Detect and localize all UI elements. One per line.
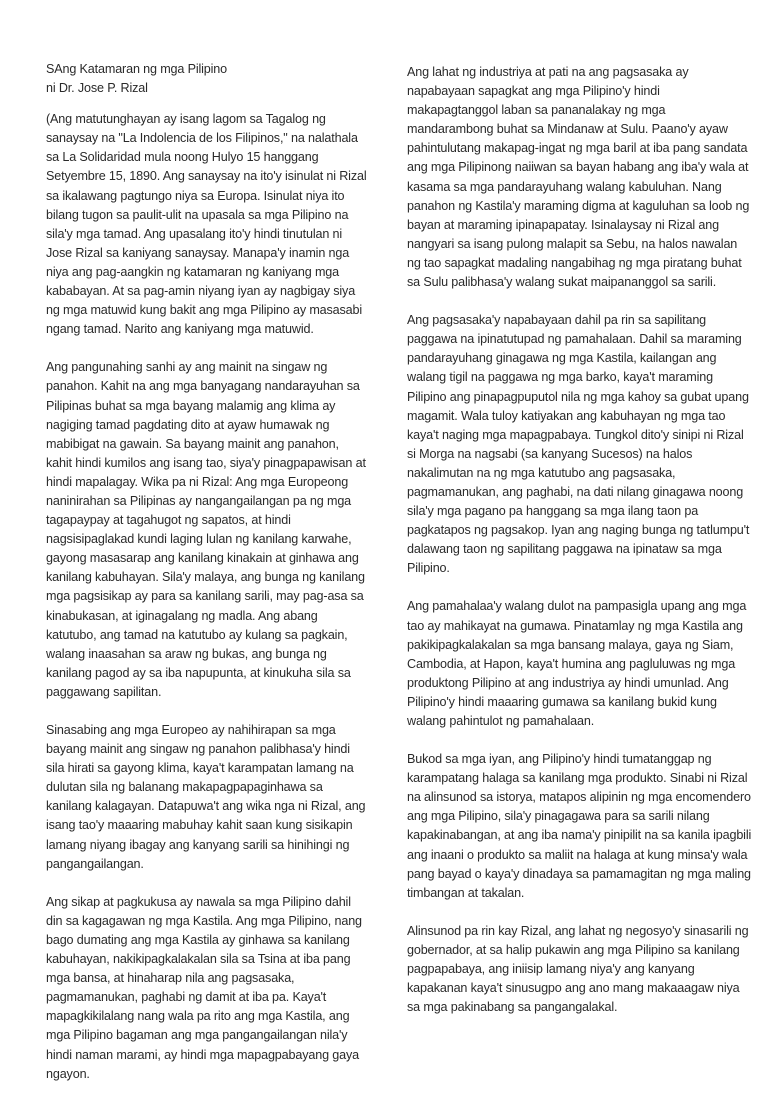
paragraph: Ang lahat ng industriya at pati na ang pagsasaka ay napabayaan sapagkat ang mga Pilipino'y hindi makapagtanggol laban sa pananalakay ng mga mandarambong buhat sa Mindanaw at Sulu. Paano'y ayaw pahintulutang makapag-ingat ng mga baril at iba pang sandata ang mga Pilipinong naiiwan sa bayan habang ang iba'y wala at kasama sa mga pandarayuhang walang kabuluhan. Nang panahon ng Kastila'y maraming digma at kaguluhan sa loob ng bayan at maraming ipinapapatay. Isinalaysay ni Rizal ang nangyari sa isang pulong malapit sa Sebu, na halos nawalan ng tao sapagkat madaling nangabihag ng mga piratang buhat sa Sulu palibhasa'y walang sukat maipananggol sa sarili. — [407, 65, 750, 290]
right-column — [407, 63, 752, 1036]
paragraph: Alinsunod pa rin kay Rizal, ang lahat ng negosyo'y sinasarili ng gobernador, at sa halip pukawin ang mga Pilipino sa kanilang pagpapabaya, ang iniisip lamang niya'y ang kanyang kapakanan kaya't sinusugpo ang ano mang makaaagaw niya sa mga pakinabang sa pangangalakal. — [407, 923, 749, 1015]
paragraph: Bukod sa mga iyan, ang Pilipino'y hindi tumatanggap ng karampatang halaga sa kanilang mga produkto. Sinabi ni Rizal na alinsunod sa istorya, matapos alipinin ng mga encomendero ang mga Pilipino, sila'y pinagagawa para sa sarili nilang kapakinabangan, at ang iba nama'y pinipilit na sa kanila ipagbili ang inaani o produkto sa maliit na halaga at kung minsa'y wala pang bayad o kaya'y dinadaya sa pamamagitan ng mga maling timbangan at takalan. — [407, 752, 752, 900]
paragraph: Ang pangunahing sanhi ay ang mainit na singaw ng panahon. Kahit na ang mga banyagang nandarayuhan sa Pilipinas buhat sa mga bayang malamig ang klima ay nagiging tamad pagdating dito at ayaw humawak ng mabibigat na gawain. Sa bayang mainit ang panahon, kahit hindi kumilos ang isang tao, siya'y pinagpapawisan at hindi mapalagay. Wika pa ni Rizal: Ang mga Europeong naninirahan sa Pilipinas ay nangangailangan pa ng mga tagapaypay at tagahugot ng sapatos, at hindi nagsisipaglakad kundi laging lulan ng kanilang karwahe, gayong masasarap ang kanilang kinakain at ginhawa ang kanilang kabuhayan. Sila'y malaya, ang bunga ng kanilang mga pagsisikap ay para sa kanilang sarili, may pag-asa sa kinabukasan, at iginagalang ng madla. Ang abang katutubo, ang tamad na katutubo ay kulang sa pagkain, walang inaasahan sa araw ng bukas, ang bunga ng kanilang pagod ay sa iba napupunta, at kinukuha sila sa paggawang sapilitan. — [46, 360, 366, 699]
paragraph: Sinasabing ang mga Europeo ay nahihirapan sa mga bayang mainit ang singaw ng panahon palibhasa'y hindi sila hirati sa gayong klima, kaya't karampatan lamang na dulutan sila ng balanang makapagpapaginhawa sa kanilang kalagayan. Datapuwa't ang wika nga ni Rizal, ang isang tao'y maaaring mabuhay kahit saan kung sisikapin lamang niyang ibagay ang kanyang sarili sa hinihingi ng pangangailangan. — [46, 723, 366, 871]
paragraph: (Ang matutunghayan ay isang lagom sa Tagalog ng sanaysay na "La Indolencia de los Filipinos," na nalathala sa La Solidaridad mula noong Hulyo 15 hanggang Setyembre 15, 1890. Ang sanaysay na ito'y isinulat ni Rizal sa ikalawang pagtungo niya sa Europa. Isinulat niya ito bilang tugon sa paulit-ulit na upasala sa mga Pilipino na sila'y mga tamad. Ang upasalang ito'y hindi tinutulan ni Jose Rizal sa kaniyang sanaysay. Manapa'y inamin nga niya ang pag-aangkin ng katamaran ng kaniyang mga kababayan. At sa pag-amin niyang iyan ay nagbigay siya ng mga matuwid kung bakit ang mga Pilipino ay masasabi ngang tamad. Narito ang kaniyang mga matuwid. — [46, 112, 367, 337]
document-author: ni Dr. Jose P. Rizal — [46, 81, 148, 96]
document-title: SAng Katamaran ng mga Pilipino — [46, 62, 228, 76]
paragraph: Ang pagsasaka'y napabayaan dahil pa rin sa sapilitang paggawa na ipinatutupad ng pamahalaan. Dahil sa maraming pandarayuhang ginagawa ng mga Kastila, kailangan ang walang tigil na paggawa ng mga barko, kaya't maraming Pilipino ang pinapagpuputol nila ng mga kahoy sa gubat upang magamit. Wala tuloy katiyakan ang kabuhayan ng mga tao kaya't naging mga mapagpabaya. Tungkol dito'y sinipi ni Rizal si Morga na nagsabi (sa kanyang Sucesos) na halos nakalimutan na ng mga katutubo ang pagsasaka, pagmamanukan, ang paghabi, na dati nilang ginagawa noong sila'y mga pagano pa hanggang sa mga ilang taon pa pagkatapos ng pagsakop. Iyan ang naging bunga ng tatlumpu't dalawang taon ng sapilitang paggawa na ipinataw sa mga Pilipino. — [407, 313, 750, 576]
left-column — [46, 60, 368, 1103]
paragraph: Ang pamahalaa'y walang dulot na pampasigla upang ang mga tao ay mahikayat na gumawa. Pinatamlay ng mga Kastila ang pakikipagkalakalan sa mga bansang malaya, gaya ng Siam, Cambodia, at Hapon, kaya't humina ang pagluluwas ng mga produktong Pilipino at ang industriya ay hindi umunlad. Ang Pilipino'y hindi maaaring gumawa sa kanilang bukid kung walang pahintulot ng pamahalaan. — [407, 599, 747, 728]
paragraph: Ang sikap at pagkukusa ay nawala sa mga Pilipino dahil din sa kagagawan ng mga Kastila. Ang mga Pilipino, nang bago dumating ang mga Kastila ay ginhawa sa kanilang kabuhayan, nakikipagkalakalan sila sa Tsina at iba pang mga bansa, at hinaharap nila ang pagsasaka, pagmamanukan, paghabi ng damit at iba pa. Kaya't mapagkikilalang nang wala pa rito ang mga Kastila, ang mga Pilipino bagaman ang mga pangangailangan nila'y hindi naman marami, ay hindi mga mapagpabayang gaya ngayon. — [46, 894, 362, 1081]
